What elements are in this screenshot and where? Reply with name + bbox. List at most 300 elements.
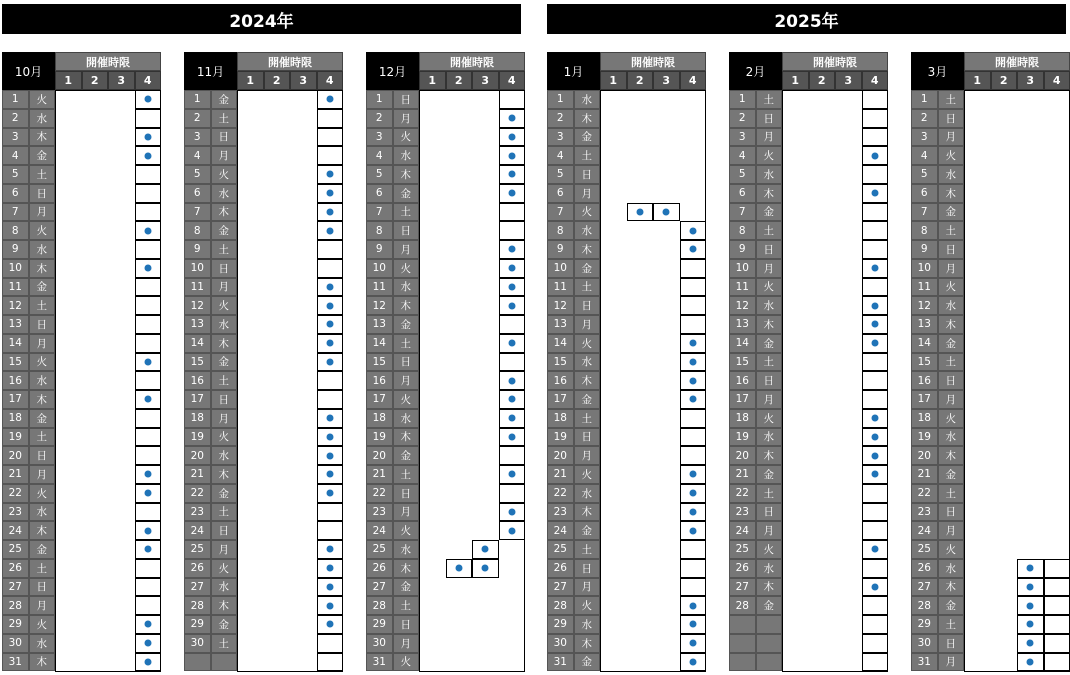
- session-dot-icon: [689, 246, 696, 253]
- day-number: 20: [2, 446, 29, 465]
- session-dot-icon: [326, 415, 333, 422]
- session-slot-cell: [135, 596, 162, 615]
- weekday-label: 金: [938, 596, 965, 615]
- weekday-label: 木: [211, 203, 238, 222]
- weekday-label: 火: [938, 540, 965, 559]
- session-slot-cell: [499, 503, 526, 522]
- session-dot-icon: [508, 171, 515, 178]
- weekday-label: 水: [574, 615, 601, 634]
- weekday-label: 水: [574, 90, 601, 109]
- day-number: 16: [184, 371, 211, 390]
- weekday-label: 木: [756, 184, 783, 203]
- session-slot-cell: [680, 540, 707, 559]
- session-slot-cell: [135, 240, 162, 259]
- day-number: 1: [2, 90, 29, 109]
- day-number: 17: [184, 390, 211, 409]
- weekday-label: 土: [938, 221, 965, 240]
- session-dot-icon: [144, 265, 151, 272]
- session-slot-cell: [499, 221, 526, 240]
- day-number: 31: [547, 653, 574, 672]
- session-dot-icon: [871, 452, 878, 459]
- day-number: 27: [547, 578, 574, 597]
- day-number: 22: [366, 484, 393, 503]
- weekday-label: 火: [393, 653, 420, 672]
- weekday-label: 木: [29, 128, 56, 147]
- session-slot-cell: [317, 540, 344, 559]
- session-slot-cell: [680, 428, 707, 447]
- session-slot-cell: [499, 203, 526, 222]
- session-dot-icon: [326, 546, 333, 553]
- day-number: 16: [547, 371, 574, 390]
- session-slot-cell: [317, 315, 344, 334]
- weekday-label: 土: [756, 221, 783, 240]
- session-slot-cell: [499, 353, 526, 372]
- weekday-label: 水: [29, 634, 56, 653]
- day-number: 18: [911, 409, 938, 428]
- day-number: 4: [184, 146, 211, 165]
- session-slot-cell: [135, 503, 162, 522]
- weekday-label: 金: [211, 90, 238, 109]
- session-slot-cell: [317, 334, 344, 353]
- weekday-label: 木: [574, 371, 601, 390]
- slot-header: 4: [680, 71, 707, 90]
- weekday-label: 土: [574, 278, 601, 297]
- slot-header: 3: [108, 71, 135, 90]
- weekday-label: 日: [938, 371, 965, 390]
- weekday-label: 日: [938, 503, 965, 522]
- weekday-label: 月: [938, 390, 965, 409]
- weekday-label: 火: [393, 128, 420, 147]
- weekday-label: 金: [938, 203, 965, 222]
- session-period-header: 開催時限: [55, 52, 161, 71]
- weekday-label: 月: [393, 503, 420, 522]
- session-dot-icon: [871, 546, 878, 553]
- slot-header: 4: [317, 71, 344, 90]
- session-slot-cell: [317, 146, 344, 165]
- session-dot-icon: [144, 227, 151, 234]
- session-dot-icon: [689, 621, 696, 628]
- weekday-label: 月: [29, 596, 56, 615]
- day-number: 22: [2, 484, 29, 503]
- session-period-header: 開催時限: [782, 52, 888, 71]
- weekday-label: 金: [211, 221, 238, 240]
- weekday-label: 月: [29, 203, 56, 222]
- session-dot-icon: [326, 433, 333, 440]
- weekday-label: 木: [29, 653, 56, 672]
- month-title: 12月: [366, 52, 419, 90]
- day-number: 3: [729, 128, 756, 147]
- session-slot-cell: [862, 146, 889, 165]
- session-slot-cell: [135, 278, 162, 297]
- session-slot-cell: [135, 221, 162, 240]
- session-slot-cell: [317, 203, 344, 222]
- session-slot-cell: [1017, 578, 1044, 597]
- weekday-label: 火: [393, 390, 420, 409]
- session-slot-cell: [317, 371, 344, 390]
- weekday-label: 水: [938, 296, 965, 315]
- weekday-label: 月: [211, 540, 238, 559]
- slot-header: 4: [135, 71, 162, 90]
- day-number: 23: [2, 503, 29, 522]
- weekday-label: 金: [574, 259, 601, 278]
- day-number: 28: [729, 596, 756, 615]
- session-dot-icon: [871, 583, 878, 590]
- weekday-label: 土: [211, 109, 238, 128]
- empty-day-cell: [756, 634, 783, 653]
- session-dot-icon: [1027, 621, 1034, 628]
- weekday-label: 木: [756, 446, 783, 465]
- session-dot-icon: [871, 471, 878, 478]
- weekday-label: 日: [393, 221, 420, 240]
- day-number: 25: [547, 540, 574, 559]
- session-slot-cell: [862, 596, 889, 615]
- session-dot-icon: [689, 508, 696, 515]
- day-number: 11: [911, 278, 938, 297]
- day-number: 26: [184, 559, 211, 578]
- weekday-label: 土: [756, 90, 783, 109]
- day-number: 28: [184, 596, 211, 615]
- weekday-label: 日: [574, 165, 601, 184]
- weekday-label: 木: [211, 334, 238, 353]
- day-number: 25: [729, 540, 756, 559]
- session-slot-cell: [135, 446, 162, 465]
- weekday-label: 日: [29, 578, 56, 597]
- slot-header: 2: [809, 71, 836, 90]
- day-number: 8: [2, 221, 29, 240]
- slot-header: 2: [627, 71, 654, 90]
- weekday-label: 火: [211, 428, 238, 447]
- session-slot-cell: [135, 634, 162, 653]
- session-period-header: 開催時限: [600, 52, 706, 71]
- day-number: 22: [547, 484, 574, 503]
- month-block: [911, 52, 1070, 672]
- weekday-label: 土: [211, 371, 238, 390]
- day-number: 6: [547, 184, 574, 203]
- weekday-label: 金: [938, 465, 965, 484]
- weekday-label: 日: [574, 559, 601, 578]
- session-slot-cell: [1017, 559, 1044, 578]
- weekday-label: 日: [393, 353, 420, 372]
- session-slot-cell: [317, 109, 344, 128]
- weekday-label: 土: [393, 596, 420, 615]
- session-dot-icon: [508, 152, 515, 159]
- day-number: 12: [2, 296, 29, 315]
- session-dot-icon: [144, 471, 151, 478]
- weekday-label: 金: [574, 390, 601, 409]
- weekday-label: 水: [756, 296, 783, 315]
- session-dot-icon: [689, 227, 696, 234]
- day-number: 16: [2, 371, 29, 390]
- weekday-label: 土: [29, 296, 56, 315]
- session-dot-icon: [871, 152, 878, 159]
- day-number: 15: [184, 353, 211, 372]
- session-slot-cell: [499, 296, 526, 315]
- session-slot-cell: [862, 184, 889, 203]
- weekday-label: 日: [393, 90, 420, 109]
- day-number: 2: [911, 109, 938, 128]
- session-dot-icon: [144, 396, 151, 403]
- weekday-label: 火: [756, 146, 783, 165]
- day-number: 29: [911, 615, 938, 634]
- slot-header: 4: [862, 71, 889, 90]
- session-slot-cell: [499, 146, 526, 165]
- day-number: 14: [2, 334, 29, 353]
- weekday-label: 水: [756, 559, 783, 578]
- day-number: 20: [729, 446, 756, 465]
- session-slot-cell: [317, 615, 344, 634]
- day-number: 18: [547, 409, 574, 428]
- session-slot-cell: [499, 428, 526, 447]
- weekday-label: 日: [756, 371, 783, 390]
- day-number: 25: [911, 540, 938, 559]
- weekday-label: 金: [29, 278, 56, 297]
- day-number: 31: [911, 653, 938, 672]
- day-number: 10: [911, 259, 938, 278]
- slot-header: 2: [82, 71, 109, 90]
- session-slot-cell: [862, 371, 889, 390]
- day-number: 29: [366, 615, 393, 634]
- slot-header: 3: [290, 71, 317, 90]
- day-number: 17: [2, 390, 29, 409]
- day-number: 14: [184, 334, 211, 353]
- month-block: [2, 52, 161, 672]
- session-dot-icon: [144, 527, 151, 534]
- session-slot-cell: [317, 559, 344, 578]
- day-number: 11: [2, 278, 29, 297]
- day-number: 3: [911, 128, 938, 147]
- session-dot-icon: [689, 602, 696, 609]
- session-dot-icon: [508, 527, 515, 534]
- session-slot-cell: [499, 165, 526, 184]
- month-title: 2月: [729, 52, 782, 90]
- day-number: 9: [184, 240, 211, 259]
- session-dot-icon: [326, 490, 333, 497]
- weekday-label: 金: [938, 334, 965, 353]
- day-number: 2: [2, 109, 29, 128]
- session-slot-cell: [499, 409, 526, 428]
- day-number: 7: [184, 203, 211, 222]
- weekday-label: 火: [29, 484, 56, 503]
- session-dot-icon: [508, 471, 515, 478]
- weekday-label: 火: [393, 521, 420, 540]
- session-dot-icon: [689, 358, 696, 365]
- weekday-label: 火: [574, 465, 601, 484]
- day-number: 1: [547, 90, 574, 109]
- session-dot-icon: [689, 658, 696, 665]
- session-slot-cell: [1017, 596, 1044, 615]
- weekday-label: 火: [29, 353, 56, 372]
- session-slot-cell: [680, 353, 707, 372]
- session-slot-cell: [135, 409, 162, 428]
- weekday-label: 火: [574, 203, 601, 222]
- day-number: 7: [911, 203, 938, 222]
- session-slot-cell: [135, 521, 162, 540]
- session-dot-icon: [1027, 640, 1034, 647]
- weekday-label: 水: [756, 428, 783, 447]
- session-dot-icon: [508, 283, 515, 290]
- session-dot-icon: [689, 490, 696, 497]
- day-number: 23: [911, 503, 938, 522]
- weekday-label: 月: [574, 315, 601, 334]
- day-number: 8: [729, 221, 756, 240]
- session-dot-icon: [482, 546, 489, 553]
- session-slot-cell: [627, 203, 654, 222]
- session-dot-icon: [326, 227, 333, 234]
- day-number: 2: [184, 109, 211, 128]
- session-slot-cell: [499, 90, 526, 109]
- month-title: 11月: [184, 52, 237, 90]
- session-slot-cell: [317, 428, 344, 447]
- day-number: 17: [729, 390, 756, 409]
- day-number: 30: [547, 634, 574, 653]
- weekday-label: 日: [756, 109, 783, 128]
- day-number: 10: [547, 259, 574, 278]
- session-slot-cell: [135, 615, 162, 634]
- session-slot-cell: [317, 259, 344, 278]
- weekday-label: 日: [211, 259, 238, 278]
- day-number: 25: [366, 540, 393, 559]
- day-number: 23: [366, 503, 393, 522]
- weekday-label: 水: [574, 221, 601, 240]
- session-slot-cell: [317, 184, 344, 203]
- session-slot-cell: [1044, 615, 1070, 634]
- weekday-label: 水: [211, 184, 238, 203]
- weekday-label: 月: [574, 446, 601, 465]
- day-number: 13: [2, 315, 29, 334]
- session-dot-icon: [871, 415, 878, 422]
- weekday-label: 月: [393, 240, 420, 259]
- session-slot-cell: [1017, 634, 1044, 653]
- day-number: 10: [366, 259, 393, 278]
- day-number: 27: [366, 578, 393, 597]
- session-dot-icon: [326, 283, 333, 290]
- day-number: 31: [366, 653, 393, 672]
- session-dot-icon: [1027, 602, 1034, 609]
- weekday-label: 火: [29, 221, 56, 240]
- session-slot-cell: [1017, 653, 1044, 672]
- day-number: 27: [911, 578, 938, 597]
- weekday-label: 水: [574, 353, 601, 372]
- day-number: 14: [366, 334, 393, 353]
- weekday-label: 木: [574, 240, 601, 259]
- weekday-label: 金: [393, 315, 420, 334]
- month-title: 10月: [2, 52, 55, 90]
- session-dot-icon: [689, 640, 696, 647]
- empty-day-cell: [729, 615, 756, 634]
- weekday-label: 水: [29, 109, 56, 128]
- session-slot-cell: [862, 446, 889, 465]
- weekday-label: 金: [211, 615, 238, 634]
- session-slot-cell: [862, 428, 889, 447]
- session-slot-cell: [317, 634, 344, 653]
- day-number: 16: [911, 371, 938, 390]
- session-slot-cell: [862, 240, 889, 259]
- day-number: 9: [911, 240, 938, 259]
- session-slot-cell: [317, 128, 344, 147]
- session-slot-cell: [135, 371, 162, 390]
- session-slot-cell: [862, 653, 889, 672]
- weekday-label: 水: [393, 409, 420, 428]
- session-slot-cell: [135, 203, 162, 222]
- session-slot-cell: [862, 615, 889, 634]
- session-period-header: 開催時限: [237, 52, 343, 71]
- day-number: 7: [729, 203, 756, 222]
- weekday-label: 火: [756, 278, 783, 297]
- session-slot-cell: [1044, 596, 1070, 615]
- day-number: 2: [547, 109, 574, 128]
- session-slot-cell: [499, 484, 526, 503]
- session-slot-cell: [862, 521, 889, 540]
- weekday-label: 火: [393, 259, 420, 278]
- session-slot-cell: [680, 371, 707, 390]
- session-slot-cell: [499, 240, 526, 259]
- session-slot-cell: [135, 315, 162, 334]
- session-slot-cell: [862, 353, 889, 372]
- weekday-label: 木: [393, 165, 420, 184]
- weekday-label: 月: [211, 278, 238, 297]
- day-number: 5: [547, 165, 574, 184]
- weekday-label: 水: [211, 446, 238, 465]
- slot-header: 1: [782, 71, 809, 90]
- day-number: 30: [366, 634, 393, 653]
- session-slot-cell: [135, 109, 162, 128]
- day-number: 19: [184, 428, 211, 447]
- session-slot-cell: [135, 259, 162, 278]
- session-slot-cell: [317, 465, 344, 484]
- day-number: 3: [366, 128, 393, 147]
- day-number: 25: [2, 540, 29, 559]
- weekday-label: 月: [393, 634, 420, 653]
- day-number: 12: [547, 296, 574, 315]
- weekday-label: 日: [574, 296, 601, 315]
- weekday-label: 水: [393, 146, 420, 165]
- session-slot-cell: [317, 221, 344, 240]
- weekday-label: 金: [756, 596, 783, 615]
- session-slot-cell: [680, 559, 707, 578]
- day-number: 17: [366, 390, 393, 409]
- session-dot-icon: [508, 377, 515, 384]
- session-period-header: 開催時限: [964, 52, 1070, 71]
- session-dot-icon: [326, 190, 333, 197]
- session-slot-cell: [862, 559, 889, 578]
- weekday-label: 土: [393, 465, 420, 484]
- day-number: 26: [911, 559, 938, 578]
- day-number: 21: [911, 465, 938, 484]
- day-number: 30: [911, 634, 938, 653]
- month-title: 3月: [911, 52, 964, 90]
- slot-header: 1: [964, 71, 991, 90]
- session-dot-icon: [871, 190, 878, 197]
- day-number: 10: [2, 259, 29, 278]
- day-number: 9: [366, 240, 393, 259]
- weekday-label: 金: [211, 353, 238, 372]
- session-dot-icon: [871, 321, 878, 328]
- weekday-label: 土: [29, 559, 56, 578]
- weekday-label: 月: [29, 334, 56, 353]
- day-number: 2: [729, 109, 756, 128]
- session-slot-cell: [135, 353, 162, 372]
- weekday-label: 火: [938, 278, 965, 297]
- weekday-label: 日: [938, 240, 965, 259]
- day-number: 16: [729, 371, 756, 390]
- session-slot-cell: [862, 109, 889, 128]
- session-slot-cell: [135, 390, 162, 409]
- session-slot-cell: [862, 278, 889, 297]
- weekday-label: 火: [756, 409, 783, 428]
- day-number: 12: [911, 296, 938, 315]
- session-slot-cell: [680, 334, 707, 353]
- weekday-label: 土: [29, 428, 56, 447]
